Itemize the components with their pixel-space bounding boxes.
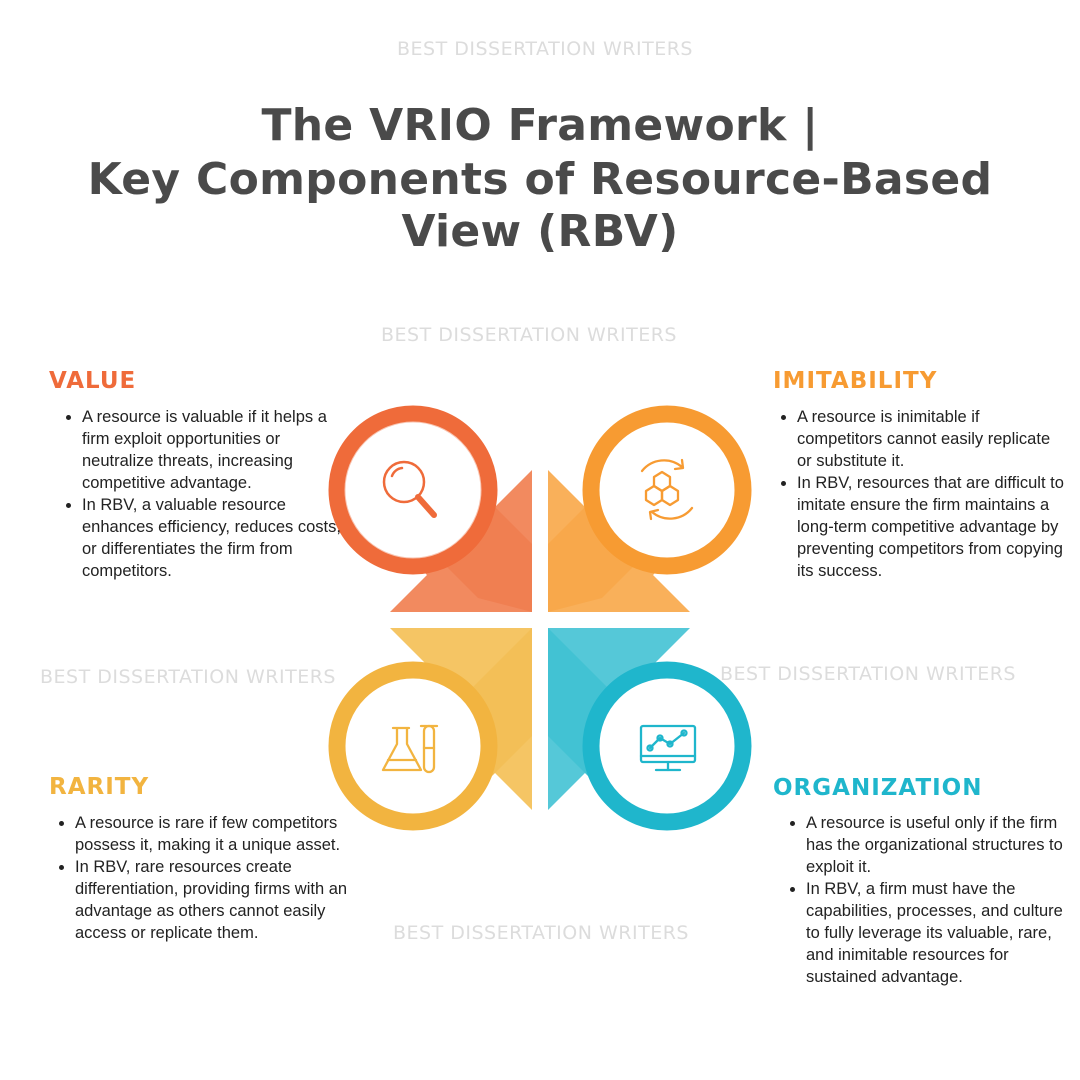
watermark-top: BEST DISSERTATION WRITERS <box>397 38 693 60</box>
rarity-circle <box>337 670 489 822</box>
organization-point-2: • In RBV, a firm must have the capabilities, processes, and culture to fully leverage its valuable, rare, and inimitable resources for sustained advantage. <box>806 878 1068 988</box>
imitability-heading: IMITABILITY <box>773 368 938 394</box>
value-point-2: • In RBV, a valuable resource enhances efficiency, reduces costs, or differentiates the firm from competitors. <box>82 494 344 582</box>
value-points <box>56 406 344 582</box>
organization-point-1: • A resource is useful only if the firm has the organizational structures to exploit it. <box>806 812 1068 878</box>
watermark-right: BEST DISSERTATION WRITERS <box>720 663 1016 685</box>
organization-heading: ORGANIZATION <box>773 775 983 801</box>
rarity-point-1: • A resource is rare if few competitors possess it, making it a unique asset. <box>75 812 357 856</box>
value-point-1: • A resource is valuable if it helps a firm exploit opportunities or neutralize threats, increasing competitive advantage. <box>82 406 344 494</box>
watermark-center-top: BEST DISSERTATION WRITERS <box>381 324 677 346</box>
rarity-point-2: • In RBV, rare resources create differentiation, providing firms with an advantage as others cannot easily access or replicate them. <box>75 856 357 944</box>
watermark-bottom: BEST DISSERTATION WRITERS <box>393 922 689 944</box>
watermark-left: BEST DISSERTATION WRITERS <box>40 666 336 688</box>
organization-points <box>780 812 1068 988</box>
imitability-point-2: • In RBV, resources that are difficult to imitate ensure the firm maintains a long-term competitive advantage by preventing competitors from copying its success. <box>797 472 1067 582</box>
imitability-circle <box>591 414 743 566</box>
rarity-heading: RARITY <box>49 774 150 800</box>
imitability-point-1: • A resource is inimitable if competitors cannot easily replicate or substitute it. <box>797 406 1067 472</box>
page-title-line-2: Key Components of Resource-Based <box>87 154 993 205</box>
page-title-line-1: The VRIO Framework | <box>261 100 819 151</box>
rarity-points <box>49 812 357 944</box>
page-title-line-3: View (RBV) <box>401 206 679 257</box>
value-circle <box>337 414 489 566</box>
value-heading: VALUE <box>49 368 137 394</box>
imitability-points <box>771 406 1067 582</box>
